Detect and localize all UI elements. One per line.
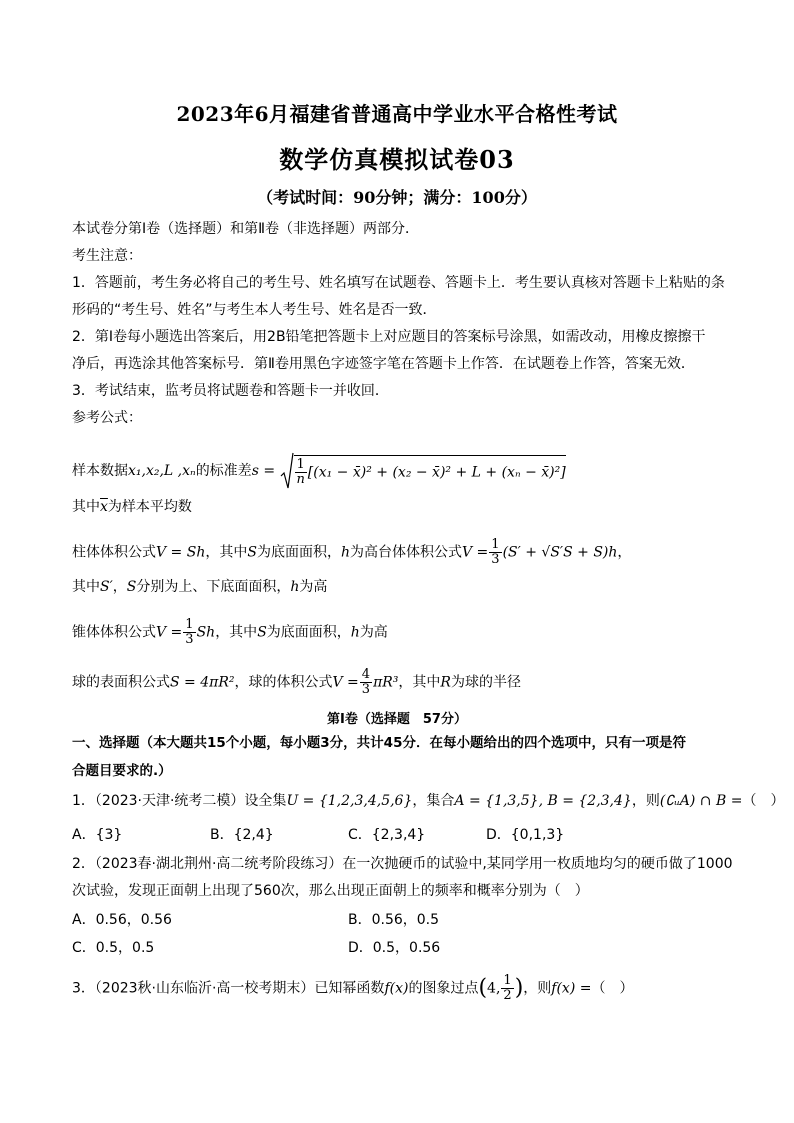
formula-prism-frustum bbox=[72, 538, 631, 567]
cone-b: ，其中 bbox=[215, 624, 258, 641]
frustum-body: (S′ + √S′S + S)h bbox=[502, 544, 618, 561]
sphere-R: R bbox=[440, 674, 451, 691]
frustum-den: 3 bbox=[491, 552, 500, 567]
cone-body: Sh bbox=[196, 624, 216, 641]
frustum-num: 1 bbox=[491, 537, 500, 552]
frustum2-c: 分别为上、下底面面积， bbox=[136, 579, 291, 595]
formula-frustum-note bbox=[72, 578, 327, 596]
question-2-stem-b: 次试验，发现正面朝上出现了560次，那么出现正面朝上的频率和概率分别为（ ） bbox=[72, 883, 589, 899]
sphere-V: V = bbox=[332, 674, 359, 691]
frustum-end: ， bbox=[617, 544, 632, 561]
q2-option-a[interactable]: A．0.56，0.56 bbox=[72, 912, 172, 928]
sqrt-symbol bbox=[280, 452, 294, 490]
cone-c: 为底面面积， bbox=[266, 624, 351, 641]
q3-d: （ ） bbox=[591, 980, 634, 997]
prism-a: 柱体体积公式 bbox=[72, 544, 156, 561]
q2-option-b[interactable]: B．0.56，0.5 bbox=[348, 912, 440, 928]
formula-sphere bbox=[72, 668, 521, 697]
frustum2-S1: S′ bbox=[100, 579, 113, 595]
notice-item-1b: 形码的“考生号、姓名”与考生本人考生号、姓名是否一致． bbox=[72, 302, 437, 318]
frustum2-b: ， bbox=[112, 579, 127, 595]
intro-line: 本试卷分第Ⅰ卷（选择题）和第Ⅱ卷（非选择题）两部分． bbox=[72, 221, 420, 237]
notice-item-3: 3．考试结束，监考员将试题卷和答题卡一并收回． bbox=[72, 383, 389, 399]
sphere-b: ，球的体积公式 bbox=[234, 674, 333, 691]
frustum-frac bbox=[489, 538, 501, 567]
cone-a: 锥体体积公式 bbox=[72, 624, 156, 641]
frustum-V: V = bbox=[461, 544, 489, 561]
std-mid: 的标准差 bbox=[195, 463, 252, 479]
prism-c: 为底面面积， bbox=[256, 544, 341, 561]
notice-item-2a: 2．第Ⅰ卷每小题选出答案后，用2B铅笔把答题卡上对应题目的答案标号涂黑，如需改动，用橡皮擦擦干 bbox=[72, 329, 706, 345]
notice-label: 考生注意： bbox=[72, 248, 142, 264]
frustum2-a: 其中 bbox=[72, 579, 100, 595]
q1-option-a[interactable]: A．{3} bbox=[72, 827, 123, 843]
notice-item-2b: 净后，再选涂其他答案标号．第Ⅱ卷用黑色字迹签字笔在答题卡上作答．在试题卷上作答，答案无效． bbox=[72, 356, 695, 372]
mean-a: 其中 bbox=[72, 499, 100, 515]
std-frac-num: 1 bbox=[296, 457, 305, 472]
formula-cone bbox=[72, 618, 388, 647]
q1-option-c[interactable]: C．{2,3,4} bbox=[348, 827, 426, 843]
std-vars: x₁,x₂,L ,xₙ bbox=[128, 463, 196, 479]
q1-b: ，集合 bbox=[412, 793, 455, 809]
std-s: s = bbox=[251, 463, 276, 479]
q3-pt-left: 4, bbox=[487, 980, 501, 997]
sphere-d: 为球的半径 bbox=[450, 674, 521, 691]
std-inner: [(x₁ − x̄)² + (x₂ − x̄)² + L + (xₙ − x̄)²] bbox=[307, 464, 566, 481]
mean-var: $\overline{x}$ bbox=[100, 499, 108, 515]
q3-b: 的图象过点 bbox=[408, 980, 479, 997]
q1-option-b[interactable]: B．{2,4} bbox=[210, 827, 274, 843]
mean-b: 为样本平均数 bbox=[107, 499, 192, 515]
q3-paren-left: ( bbox=[478, 975, 488, 1001]
sphere-frac bbox=[360, 668, 372, 697]
sphere-S: S = 4πR² bbox=[170, 674, 235, 691]
q3-paren-right: ) bbox=[514, 975, 524, 1001]
std-prefix: 样本数据 bbox=[72, 463, 128, 479]
frustum2-S: S bbox=[126, 579, 137, 595]
cone-den: 3 bbox=[185, 632, 194, 647]
q2-option-d[interactable]: D．0.5，0.56 bbox=[348, 940, 441, 956]
exam-subtitle-paper: 数学仿真模拟试卷03 bbox=[279, 145, 515, 174]
sphere-num: 4 bbox=[361, 667, 371, 682]
sphere-a: 球的表面积公式 bbox=[72, 674, 170, 691]
q2-option-c[interactable]: C．0.5，0.5 bbox=[72, 940, 155, 956]
q1-option-d[interactable]: D．{0,1,3} bbox=[486, 827, 565, 843]
cone-V: V = bbox=[156, 624, 183, 641]
prism-d: 为高台体体积公式 bbox=[349, 544, 462, 561]
q1-expr: (∁ᵤA) ∩ B = bbox=[659, 793, 743, 809]
exam-time-info: （考试时间：90分钟；满分：100分） bbox=[257, 188, 537, 207]
cone-S: S bbox=[257, 624, 267, 641]
frustum2-d: 为高 bbox=[299, 579, 328, 595]
prism-formula: V = Sh bbox=[156, 544, 206, 561]
frustum2-h: h bbox=[290, 579, 300, 595]
cone-num: 1 bbox=[185, 617, 194, 632]
sphere-den: 3 bbox=[361, 682, 371, 697]
question-1-stem bbox=[72, 792, 784, 810]
prism-S: S bbox=[247, 544, 257, 561]
cone-d: 为高 bbox=[359, 624, 388, 641]
cone-h: h bbox=[350, 624, 360, 641]
q3-frac bbox=[501, 974, 513, 1003]
formula-mean-note bbox=[72, 498, 192, 516]
q3-c: ，则 bbox=[523, 980, 552, 997]
reference-label: 参考公式： bbox=[72, 410, 142, 426]
question-2-stem-a: 2．（2023春·湖北荆州·高二统考阶段练习）在一次抛硬币的试验中,某同学用一枚质地均匀的硬币做了1000 bbox=[72, 856, 733, 872]
question-3-stem bbox=[72, 974, 633, 1003]
sphere-c: ，其中 bbox=[398, 674, 441, 691]
cone-frac bbox=[183, 618, 195, 647]
section-heading: 第Ⅰ卷（选择题 57分） bbox=[327, 712, 467, 727]
sqrt-sign-icon bbox=[280, 452, 294, 490]
formula-std-dev bbox=[72, 452, 566, 490]
std-frac bbox=[295, 458, 307, 487]
q1-d: （ ） bbox=[742, 793, 785, 809]
exam-title: 2023年6月福建省普通高中学业水平合格性考试 bbox=[176, 102, 618, 126]
q1-a: 1．（2023·天津·统考二模）设全集 bbox=[72, 793, 287, 809]
notice-item-1a: 1．答题前，考生务必将自己的考生号、姓名填写在试题卷、答题卡上．考生要认真核对答题卡上粘贴的条 bbox=[72, 275, 725, 291]
prism-h: h bbox=[340, 544, 350, 561]
q3-num: 1 bbox=[503, 973, 512, 988]
sqrt-body bbox=[294, 455, 566, 487]
section-instructions-b: 合题目要求的.） bbox=[72, 763, 172, 779]
q3-f2: f(x) = bbox=[551, 980, 592, 997]
std-frac-den: n bbox=[296, 472, 305, 487]
q3-a: 3．（2023秋·山东临沂·高一校考期末）已知幂函数 bbox=[72, 980, 385, 997]
prism-b: ，其中 bbox=[205, 544, 248, 561]
q1-U: U = {1,2,3,4,5,6} bbox=[286, 793, 413, 809]
sphere-body: πR³ bbox=[373, 674, 399, 691]
q3-den: 2 bbox=[503, 988, 512, 1003]
section-instructions-a: 一、选择题（本大题共15个小题，每小题3分，共计45分．在每小题给出的四个选项中，只有一项是符 bbox=[72, 735, 686, 751]
q3-f: f(x) bbox=[384, 980, 409, 997]
q1-c: ，则 bbox=[631, 793, 660, 809]
q1-AB: A = {1,3,5}, B = {2,3,4} bbox=[454, 793, 632, 809]
